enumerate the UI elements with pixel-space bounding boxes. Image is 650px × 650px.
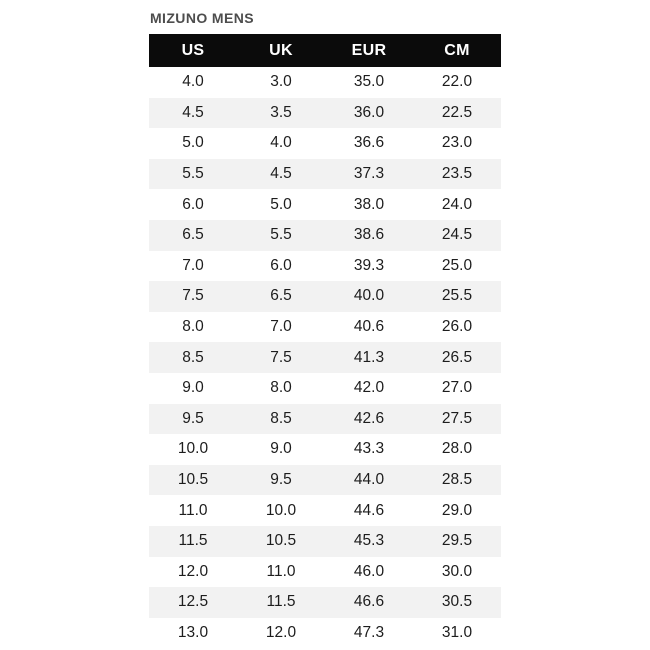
table-cell: 25.0 (441, 256, 473, 274)
table-cell: 40.0 (353, 287, 385, 305)
table-cell: 5.5 (270, 226, 292, 244)
column-header-eur: EUR (351, 41, 387, 59)
table-row (149, 495, 501, 526)
table-cell: 6.5 (182, 226, 204, 244)
table-cell: 11.0 (266, 562, 296, 580)
table-cell: 7.5 (182, 287, 204, 305)
table-cell: 28.5 (441, 471, 473, 489)
table-cell: 7.5 (270, 348, 292, 366)
table-cell: 3.0 (270, 73, 292, 91)
table-cell: 45.3 (353, 532, 385, 550)
table-cell: 35.0 (353, 73, 385, 91)
table-cell: 9.5 (182, 409, 204, 427)
table-cell: 42.0 (353, 379, 385, 397)
table-cell: 39.3 (353, 256, 385, 274)
table-cell: 26.5 (441, 348, 473, 366)
table-cell: 27.0 (441, 379, 473, 397)
table-row (149, 220, 501, 251)
table-cell: 10.0 (177, 440, 209, 458)
table-cell: 8.0 (182, 318, 204, 336)
table-cell: 4.0 (182, 73, 204, 91)
table-cell: 38.0 (353, 195, 385, 213)
table-row (149, 281, 501, 312)
table-cell: 41.3 (353, 348, 385, 366)
table-cell: 11.5 (178, 532, 208, 550)
table-cell: 29.0 (441, 501, 473, 519)
table-row (149, 557, 501, 588)
table-cell: 12.5 (177, 593, 209, 611)
table-cell: 38.6 (353, 226, 385, 244)
table-cell: 22.0 (441, 73, 473, 91)
table-cell: 4.0 (270, 134, 292, 152)
table-row (149, 465, 501, 496)
table-cell: 31.0 (441, 623, 473, 641)
table-cell: 36.6 (353, 134, 385, 152)
table-row (149, 373, 501, 404)
table-cell: 12.0 (265, 623, 297, 641)
table-cell: 47.3 (353, 623, 385, 641)
table-cell: 10.0 (265, 501, 297, 519)
table-cell: 7.0 (270, 318, 292, 336)
size-conversion-table (149, 34, 501, 648)
table-cell: 42.6 (353, 409, 385, 427)
column-header-cm: CM (444, 41, 470, 59)
table-cell: 11.0 (178, 501, 208, 519)
table-cell: 30.5 (441, 593, 473, 611)
table-cell: 7.0 (182, 256, 204, 274)
table-cell: 5.0 (182, 134, 204, 152)
table-cell: 24.5 (441, 226, 473, 244)
table-row (149, 587, 501, 618)
table-row (149, 189, 501, 220)
table-cell: 11.5 (266, 593, 296, 611)
table-cell: 24.0 (441, 195, 473, 213)
table-cell: 46.0 (353, 562, 385, 580)
table-cell: 37.3 (353, 165, 385, 183)
table-cell: 28.0 (441, 440, 473, 458)
table-cell: 44.6 (353, 501, 385, 519)
table-cell: 22.5 (441, 103, 473, 121)
size-chart-title: MIZUNO MENS (150, 10, 254, 26)
table-cell: 10.5 (177, 471, 209, 489)
table-row (149, 342, 501, 373)
table-cell: 26.0 (441, 318, 473, 336)
table-cell: 40.6 (353, 318, 385, 336)
table-cell: 9.0 (182, 379, 204, 397)
table-cell: 29.5 (441, 532, 473, 550)
table-cell: 4.5 (182, 103, 204, 121)
table-row (149, 312, 501, 343)
table-row (149, 618, 501, 649)
table-cell: 27.5 (441, 409, 473, 427)
table-row (149, 159, 501, 190)
table-row (149, 404, 501, 435)
table-cell: 23.0 (441, 134, 473, 152)
table-row (149, 251, 501, 282)
column-header-us: US (181, 41, 205, 59)
table-cell: 36.0 (353, 103, 385, 121)
table-cell: 44.0 (353, 471, 385, 489)
column-header-uk: UK (269, 41, 293, 59)
table-cell: 13.0 (177, 623, 209, 641)
table-cell: 5.0 (270, 195, 292, 213)
table-cell: 9.0 (270, 440, 292, 458)
table-cell: 8.0 (270, 379, 292, 397)
table-cell: 3.5 (270, 103, 292, 121)
table-cell: 8.5 (182, 348, 204, 366)
table-row (149, 98, 501, 129)
table-row (149, 434, 501, 465)
table-cell: 6.5 (270, 287, 292, 305)
table-cell: 23.5 (441, 165, 473, 183)
table-cell: 43.3 (353, 440, 385, 458)
table-cell: 4.5 (270, 165, 292, 183)
table-cell: 12.0 (177, 562, 209, 580)
table-cell: 9.5 (270, 471, 292, 489)
table-cell: 6.0 (270, 256, 292, 274)
table-cell: 30.0 (441, 562, 473, 580)
table-row (149, 128, 501, 159)
table-row (149, 67, 501, 98)
table-cell: 10.5 (265, 532, 297, 550)
table-row (149, 526, 501, 557)
table-cell: 5.5 (182, 165, 204, 183)
table-cell: 8.5 (270, 409, 292, 427)
table-header-row (149, 34, 501, 67)
table-cell: 25.5 (441, 287, 473, 305)
table-body (149, 67, 501, 648)
table-cell: 6.0 (182, 195, 204, 213)
table-cell: 46.6 (353, 593, 385, 611)
